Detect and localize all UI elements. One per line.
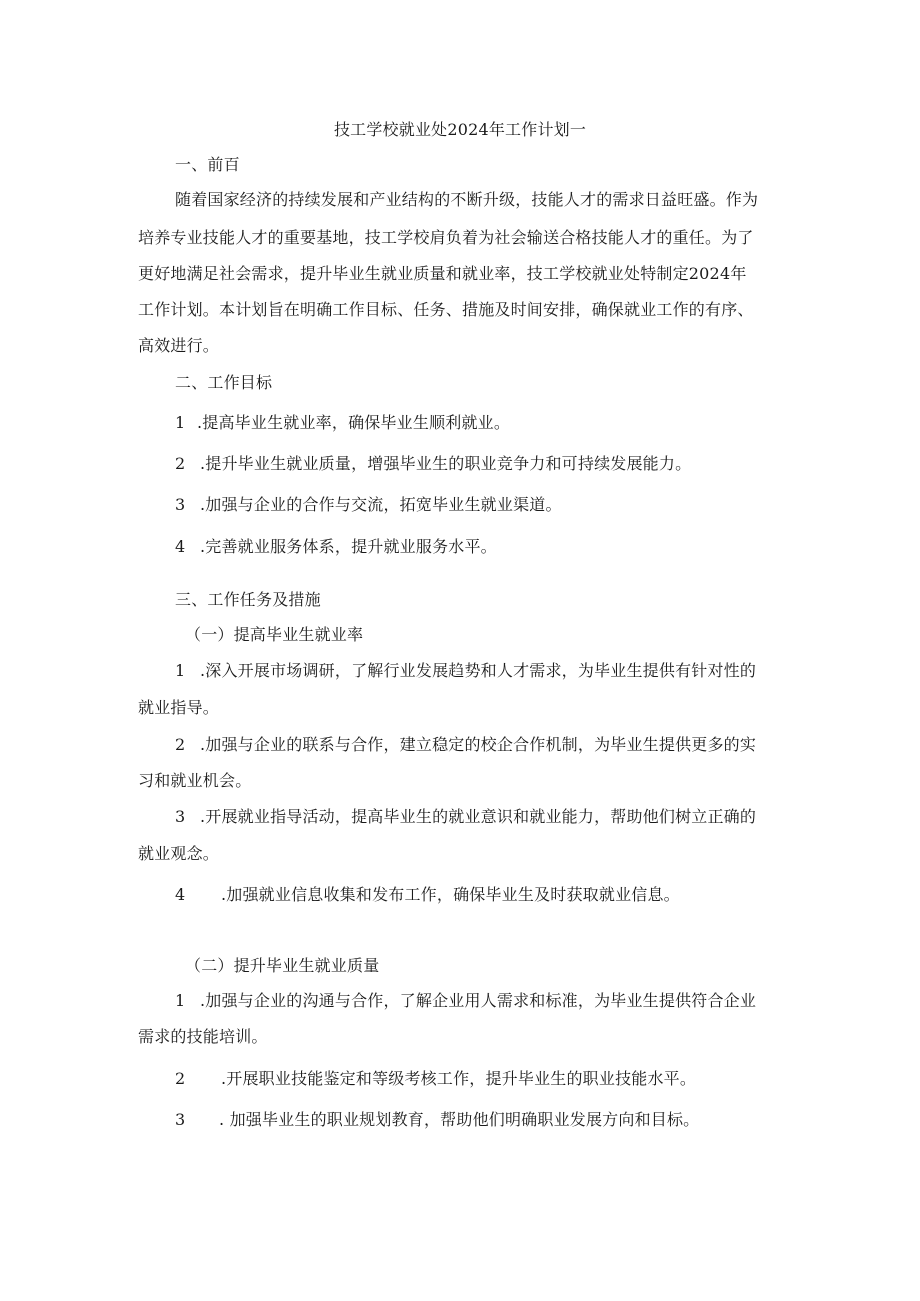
task-item-number: 2 [175, 735, 186, 754]
task-item-number: 3 [175, 1110, 186, 1129]
task-item-text: . 加强毕业生的职业规划教育，帮助他们明确职业发展方向和目标。 [219, 1110, 700, 1129]
task-item-text: .深入开展市场调研，了解行业发展趋势和人才需求，为毕业生提供有针对性的 [200, 661, 757, 680]
section-1-paragraph-line: 高效进行。 [138, 336, 220, 355]
task-item [175, 807, 756, 827]
goal-item-text: .提升毕业生就业质量，增强毕业生的职业竞争力和可持续发展能力。 [200, 454, 692, 473]
task-item-continuation: 就业指导。 [138, 698, 220, 717]
task-item [175, 735, 756, 755]
task-item-number: 3 [175, 807, 186, 826]
goal-item-text: .加强与企业的合作与交流，拓宽毕业生就业渠道。 [200, 495, 562, 514]
task-item [175, 885, 680, 905]
task-item-number: 4 [175, 885, 186, 904]
task-item-text: .加强与企业的沟通与合作，了解企业用人需求和标准，为毕业生提供符合企业 [200, 991, 757, 1010]
task-item-text: .开展职业技能鉴定和等级考核工作，提升毕业生的职业技能水平。 [221, 1069, 697, 1088]
task-item [175, 661, 756, 681]
task-item-text: .开展就业指导活动，提高毕业生的就业意识和就业能力，帮助他们树立正确的 [200, 807, 757, 826]
document-title: 技工学校就业处2024年工作计划一 [333, 120, 587, 139]
goal-item-number: 1 [175, 413, 186, 432]
goal-item-text: .完善就业服务体系，提升就业服务水平。 [200, 537, 497, 556]
task-item-text: .加强与企业的联系与合作，建立稳定的校企合作机制，为毕业生提供更多的实 [200, 735, 757, 754]
section-1-paragraph-line: 工作计划。本计划旨在明确工作目标、任务、措施及时间安排，确保就业工作的有序、 [138, 300, 754, 319]
task-item-continuation: 就业观念。 [138, 844, 220, 863]
goal-item [175, 537, 497, 557]
goal-item-number: 4 [175, 537, 186, 556]
task-item-number: 1 [175, 991, 186, 1010]
section-1-paragraph-line: 随着国家经济的持续发展和产业结构的不断升级，技能人才的需求日益旺盛。作为 [175, 190, 759, 209]
goal-item-text: .提高毕业生就业率，确保毕业生顺利就业。 [197, 413, 511, 432]
task-item-number: 1 [175, 661, 186, 680]
task-item-continuation: 习和就业机会。 [138, 771, 252, 790]
task-item-number: 2 [175, 1069, 186, 1088]
goal-item [175, 454, 691, 474]
task-item [175, 1110, 699, 1130]
goal-item [175, 413, 510, 433]
section-1-heading: 一、前百 [175, 155, 240, 174]
subsection-2-heading: （二）提升毕业生就业质量 [185, 956, 380, 975]
task-item-text: .加强就业信息收集和发布工作，确保毕业生及时获取就业信息。 [221, 885, 680, 904]
task-item-continuation: 需求的技能培训。 [138, 1027, 268, 1046]
goal-item-number: 2 [175, 454, 186, 473]
goal-item [175, 495, 562, 515]
goal-item-number: 3 [175, 495, 186, 514]
section-3-heading: 三、工作任务及措施 [175, 590, 321, 609]
subsection-1-heading: （一）提高毕业生就业率 [185, 625, 364, 644]
task-item [175, 991, 756, 1011]
section-2-heading: 二、工作目标 [175, 373, 273, 392]
section-1-paragraph-line: 更好地满足社会需求，提升毕业生就业质量和就业率，技工学校就业处特制定2024年 [138, 264, 747, 283]
task-item [175, 1069, 696, 1089]
section-1-paragraph-line: 培养专业技能人才的重要基地，技工学校肩负着为社会输送合格技能人才的重任。为了 [138, 228, 754, 247]
